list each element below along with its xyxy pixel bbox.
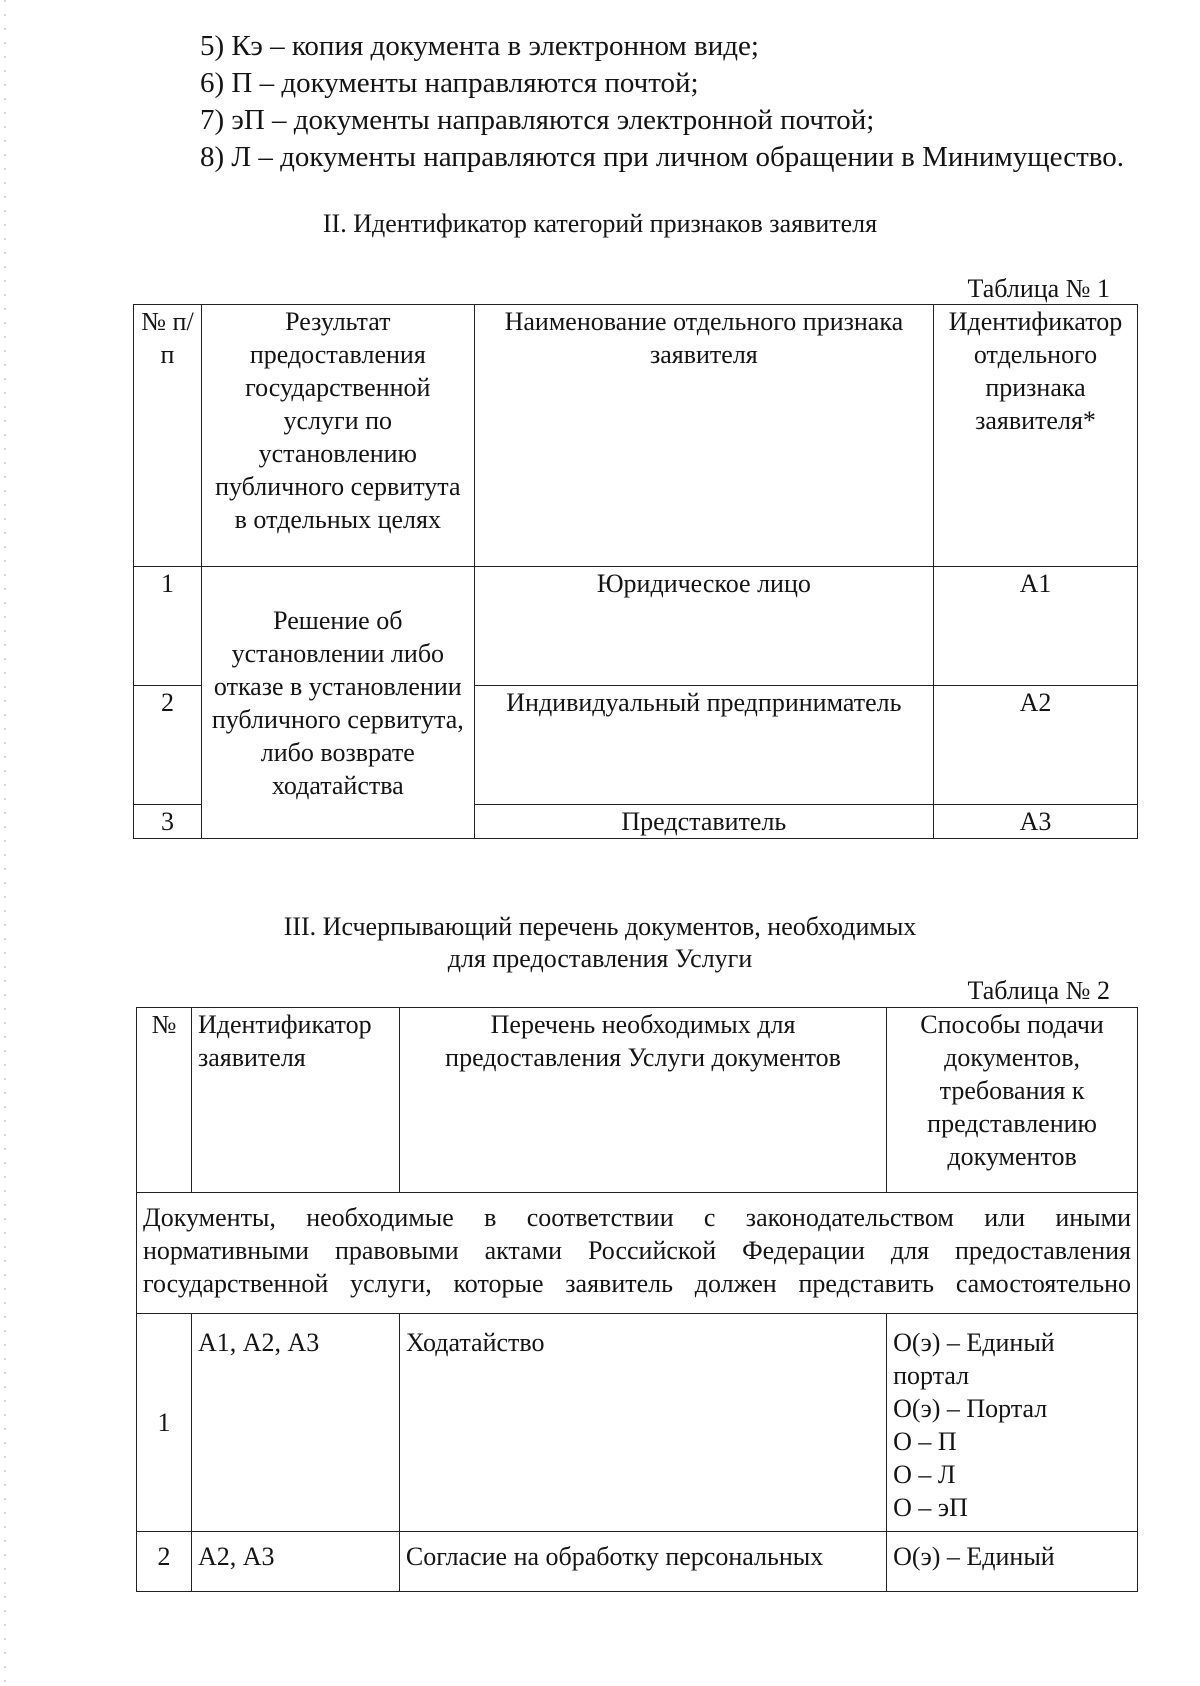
table-header-row — [134, 305, 1138, 567]
row-applicant: А2, А3 — [191, 1532, 399, 1592]
row-doc: Ходатайство — [399, 1314, 886, 1532]
scan-edge-dots — [4, 0, 6, 1686]
header-docs: Перечень необходимых для предоставления Услуги документов — [399, 1008, 886, 1193]
header-name: Наименование отдельного признака заявителя — [474, 305, 933, 567]
method-line: О(э) – Портал — [893, 1394, 1048, 1423]
header-num: № — [137, 1008, 192, 1193]
header-result: Результат предоставления государственной услуги по установлению публичного сервитута в отдельных целях — [201, 305, 474, 567]
row-num: 1 — [134, 567, 202, 686]
row-num: 2 — [137, 1532, 192, 1592]
list-item: 5) Кэ – копия документа в электронном виде; — [200, 30, 759, 62]
section-3-title-line1: III. Исчерпывающий перечень документов, необходимых — [283, 912, 917, 941]
section-2-title: II. Идентификатор категорий признаков заявителя — [322, 209, 878, 238]
section-3-title-line2: для предоставления Услуги — [447, 944, 753, 973]
table-2-caption: Таблица № 2 — [967, 976, 1110, 1005]
list-item: 8) Л – документы направляются при личном обращении в Минимущество. — [200, 141, 1124, 173]
row-applicant: А1, А2, А3 — [191, 1314, 399, 1532]
list-item: 6) П – документы направляются почтой; — [200, 67, 699, 99]
method-line: О(э) – Единый портал — [893, 1328, 1055, 1390]
row-num: 1 — [137, 1314, 192, 1532]
table-row — [134, 567, 1138, 686]
row-id: А2 — [934, 686, 1138, 805]
method-line: О – эП — [893, 1493, 968, 1522]
table-header-row — [137, 1008, 1138, 1193]
row-methods — [887, 1532, 1138, 1592]
row-num: 3 — [134, 805, 202, 839]
table-row — [137, 1532, 1138, 1592]
table-note-row — [137, 1193, 1138, 1314]
table-row — [137, 1314, 1138, 1532]
row-methods — [887, 1314, 1138, 1532]
documents-table — [136, 1007, 1138, 1592]
applicant-category-table — [133, 304, 1138, 839]
row-name: Индивидуальный предприниматель — [474, 686, 933, 805]
method-line: О – П — [893, 1427, 957, 1456]
method-line: О(э) – Единый — [893, 1542, 1055, 1571]
list-item: 7) эП – документы направляются электронной почтой; — [200, 104, 875, 136]
header-id: Идентификатор отдельного признака заявителя* — [934, 305, 1138, 567]
method-line: О – Л — [893, 1460, 956, 1489]
header-num: № п/п — [134, 305, 202, 567]
row-id: А3 — [934, 805, 1138, 839]
row-id: А1 — [934, 567, 1138, 686]
note-cell: Документы, необходимые в соответствии с законодательством или иными нормативными правовыми актами Российской Федерации для предоставления государственной услуги, которые заявитель должен представить самостоятельно — [137, 1193, 1138, 1314]
table-1-caption: Таблица № 1 — [967, 274, 1110, 303]
row-name: Представитель — [474, 805, 933, 839]
merged-result-cell: Решение об установлении либо отказе в установлении публичного сервитута, либо возврате ходатайства — [201, 567, 474, 839]
row-num: 2 — [134, 686, 202, 805]
row-name: Юридическое лицо — [474, 567, 933, 686]
submission-method-list — [200, 28, 1124, 176]
header-methods: Способы подачи документов, требования к представлению документов — [887, 1008, 1138, 1193]
row-doc: Согласие на обработку персональных — [399, 1532, 886, 1592]
header-applicant: Идентификатор заявителя — [191, 1008, 399, 1193]
